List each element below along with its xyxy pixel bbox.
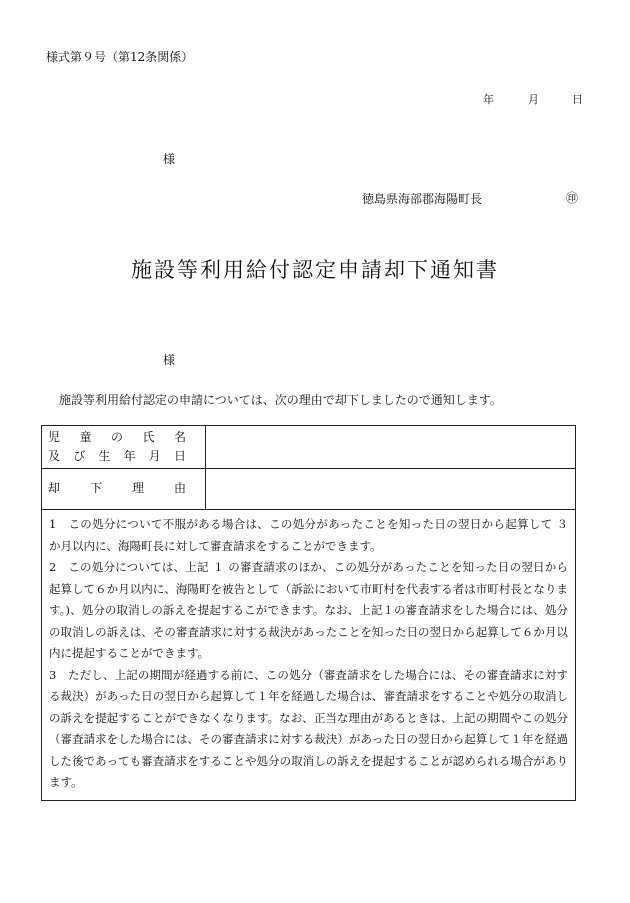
child-info-label: [42, 426, 206, 468]
child-info-value: [206, 426, 575, 468]
date-month-label: 月: [528, 93, 539, 106]
label-char: 却: [48, 481, 61, 495]
document-title: 施設等利用給付認定申請却下通知書: [131, 258, 499, 282]
date-year-label: 年: [483, 93, 494, 106]
child-info-row: [42, 426, 575, 469]
label-char: 童: [79, 430, 92, 444]
issuer-name: 徳島県海部郡海陽町長: [362, 192, 483, 206]
note-2: 2 この処分については、上記 １ の審査請求のほか、この処分があったことを知った日の翌日から起算して６か月以内に、海陽町を被告として（訴訟において市町村を代表する者は市町村長となります。)、処分の取消しの訴えを提起するこができます。なお、上記１の審査請求をした場合には、処分の取消しの訴えは、その審査請求に対する裁決があったことを知った日の翌日から起算して６か月以内に提起することができます。: [49, 560, 568, 660]
rejection-reason-row: [42, 469, 575, 510]
note-1: 1 この処分について不服がある場合は、この処分があったことを知った日の翌日から起算して ３ か月以内に、海陽町長に対して審査請求をすることができます。: [49, 517, 568, 553]
label-char: 年: [123, 449, 136, 463]
label-char: 日: [173, 449, 186, 463]
rejection-reason-value: [206, 469, 575, 509]
label-char: 及: [48, 449, 61, 463]
label-char: 由: [173, 481, 186, 495]
intro-text: 施設等利用給付認定の申請については、次の理由で却下しましたので通知します。: [59, 393, 502, 407]
date-day-label: 日: [572, 93, 583, 106]
rejection-reason-label: [42, 469, 206, 509]
rejection-reason-label-line: [48, 479, 186, 498]
label-char: 月: [148, 449, 161, 463]
note-3: 3 ただし、上記の期間が経過する前に、この処分（審査請求をした場合には、その審査請求に対する裁決）があった日の翌日から起算して１年を経過した場合は、審査請求をすることや処分の取消しの訴えを提起することができなくなります。なお、正当な理由があるときは、上記の期間やこの処分（審査請求をした場合には、その審査請求に対する裁決）があった日の翌日から起算して１年を経過した後であっても審査請求をすることや処分の取消しの訴えを提起することが認められる場合があります。: [49, 667, 568, 789]
notice-table: [41, 425, 576, 801]
addressee-honorific: 様: [163, 152, 176, 166]
label-char: 名: [173, 430, 186, 444]
label-char: 理: [131, 481, 144, 495]
label-char: 下: [89, 481, 102, 495]
appeal-notes: [42, 510, 575, 800]
label-char: び: [73, 449, 86, 463]
form-number: 様式第９号（第12条関係）: [46, 50, 194, 64]
label-char: 児: [48, 430, 61, 444]
child-name-label: [48, 428, 186, 447]
label-char: 氏: [142, 430, 155, 444]
recipient-honorific: 様: [163, 353, 176, 367]
seal-mark: ㊞: [566, 191, 579, 205]
label-char: の: [110, 430, 123, 444]
birthdate-label: [48, 447, 186, 466]
label-char: 生: [98, 449, 111, 463]
